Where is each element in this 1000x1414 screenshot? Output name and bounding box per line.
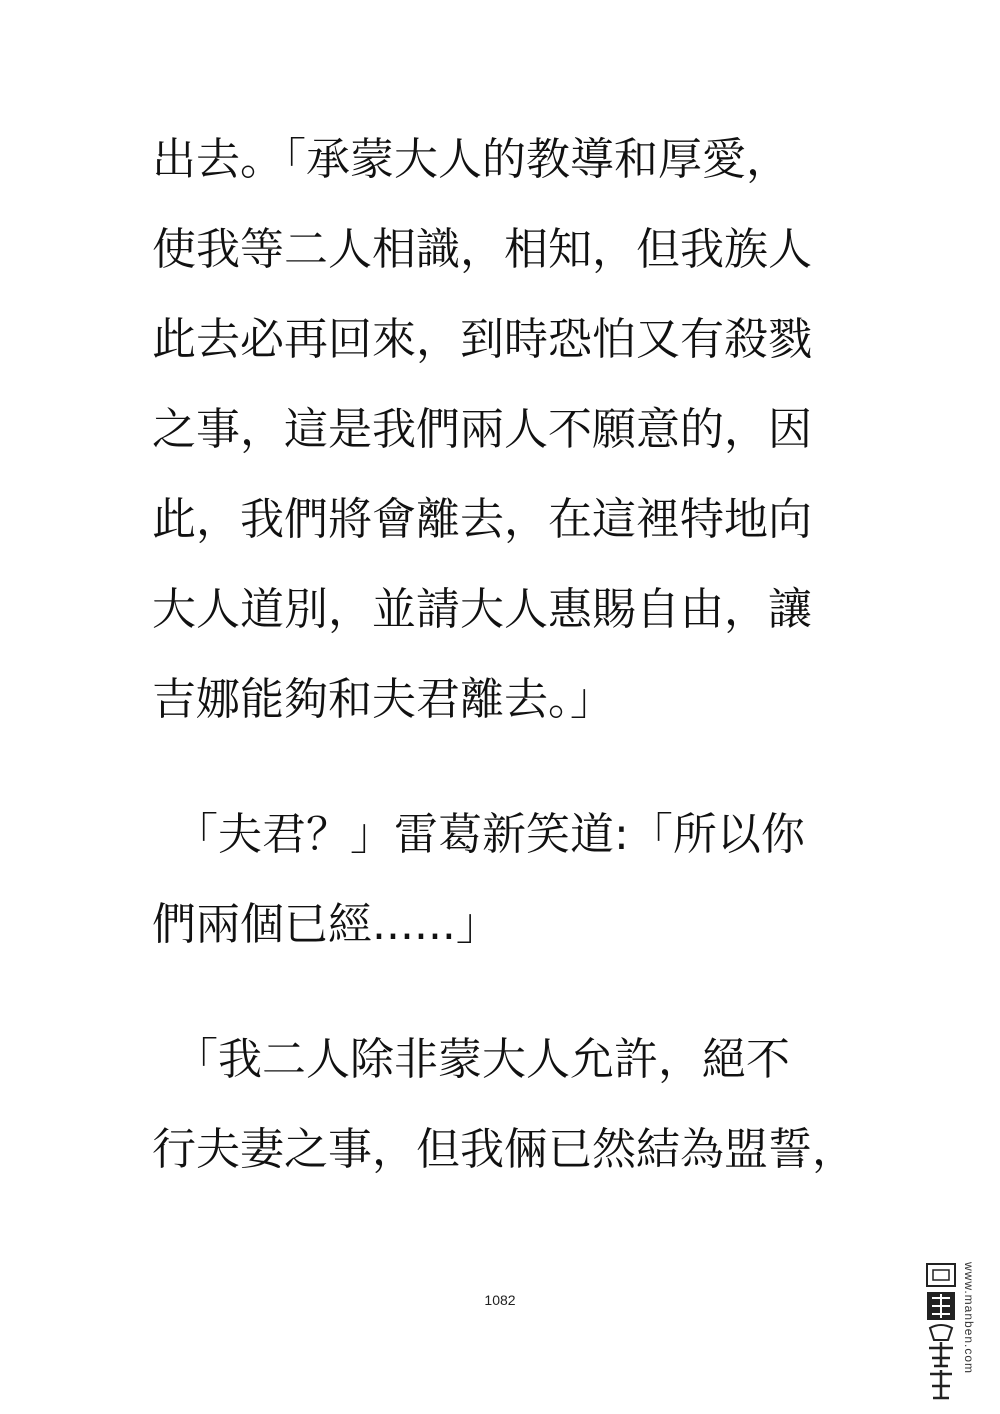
page-number: 1082	[484, 1292, 516, 1308]
text-line: 們兩個已經......」	[152, 899, 500, 950]
text-line: 「我二人除非蒙大人允許，絕不	[152, 1034, 790, 1085]
text-line: 行夫妻之事，但我倆已然結為盟誓，	[152, 1124, 856, 1175]
watermark-logo-icon	[924, 1262, 958, 1402]
text-line: 「夫君？」雷葛新笑道:「所以你	[152, 809, 805, 860]
watermark-url: www.manben.com	[962, 1262, 976, 1375]
text-line: 使我等二人相識，相知，但我族人	[152, 224, 812, 275]
text-line: 大人道別，並請大人惠賜自由，讓	[152, 584, 812, 635]
text-line: 吉娜能夠和夫君離去。」	[152, 674, 614, 725]
paragraph-gap	[152, 992, 852, 1037]
document-body	[152, 134, 856, 1217]
text-line: 之事，這是我們兩人不願意的，因	[152, 404, 812, 455]
text-line: 此去必再回來，到時恐怕又有殺戮	[152, 314, 812, 365]
watermark	[924, 1262, 990, 1402]
text-line: 此，我們將會離去，在這裡特地向	[152, 494, 812, 545]
paragraph-gap	[152, 767, 852, 812]
text-line: 出去。「承蒙大人的教導和厚愛，	[152, 134, 790, 185]
